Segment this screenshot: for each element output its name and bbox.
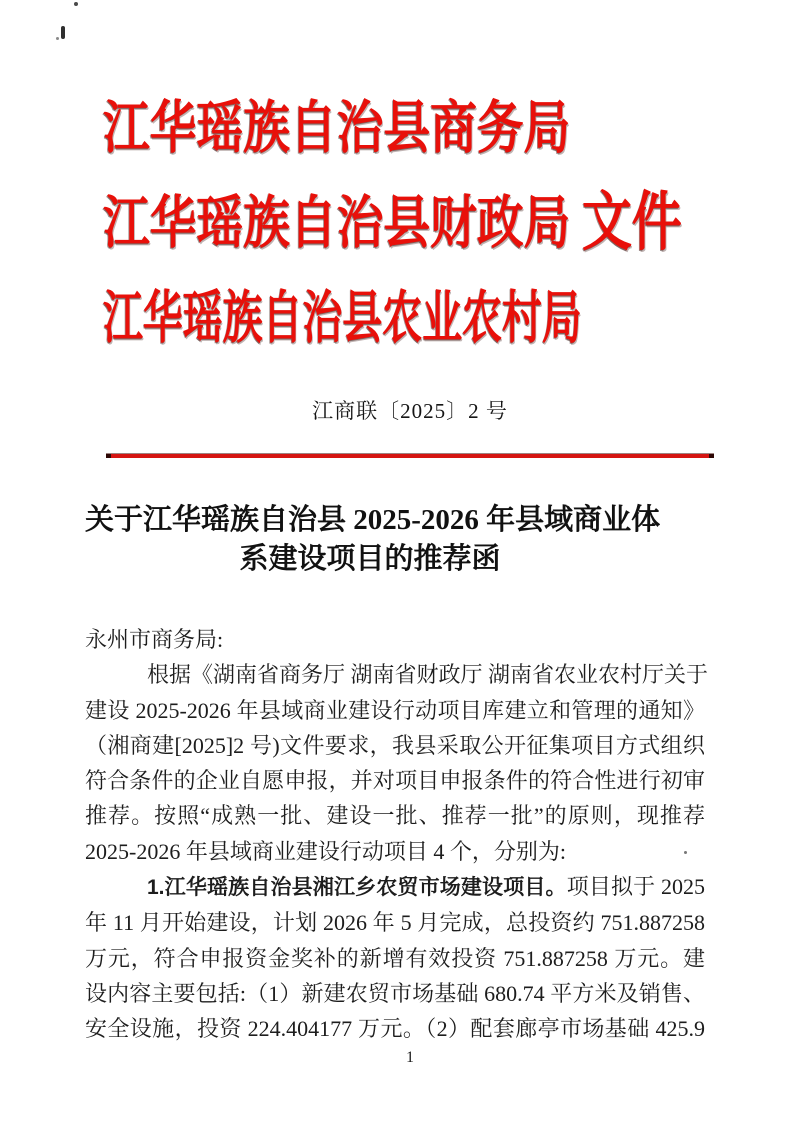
body-line: 1.江华瑶族自治县湘江乡农贸市场建设项目。项目拟于 2025 <box>147 874 705 900</box>
body-line: （湘商建[2025]2 号)文件要求，我县采取公开征集项目方式组织 <box>85 732 705 758</box>
scan-artifact <box>74 2 78 6</box>
agency-name-line-3 <box>103 288 743 352</box>
body-line: 安全设施，投资 224.404177 万元。（2）配套廊亭市场基础 425.9 <box>85 1016 705 1042</box>
project-name-bold: 1.江华瑶族自治县湘江乡农贸市场建设项目。 <box>147 876 567 900</box>
scan-artifact <box>61 26 65 39</box>
body-line: 推荐。按照“成熟一批、建设一批、推荐一批”的原则，现推荐 <box>85 803 705 829</box>
agency-name-commerce-bureau: 江华瑶族自治县商务局 <box>103 97 571 160</box>
doc-type-label: 文件 <box>582 186 682 258</box>
body-line: 2025-2026 年县域商业建设行动项目 4 个，分别为: <box>85 838 566 864</box>
body-line: 年 11 月开始建设，计划 2026 年 5 月完成，总投资约 751.887258 <box>85 910 705 936</box>
document-body <box>85 622 709 1047</box>
agency-name-line-2 <box>103 186 743 258</box>
agency-name-agriculture-bureau: 江华瑶族自治县农业农村局 <box>103 287 582 350</box>
letterhead <box>103 98 743 352</box>
agency-name-line-1 <box>103 98 743 160</box>
body-line: 设内容主要包括:（1）新建农贸市场基础 680.74 平方米及销售、 <box>85 980 705 1006</box>
body-line: 万元，符合申报资金奖补的新增有效投资 751.887258 万元。建 <box>85 945 705 971</box>
document-title <box>85 501 661 579</box>
red-divider-line <box>106 454 714 458</box>
body-line: 永州市商务局: <box>85 627 224 652</box>
agency-name-finance-bureau: 江华瑶族自治县财政局 <box>103 192 571 255</box>
title-line-2: 系建设项目的推荐函 <box>239 543 501 575</box>
document-number: 江商联〔2025〕2 号 <box>312 399 508 423</box>
scan-artifact <box>56 37 59 40</box>
body-line: 根据《湖南省商务厅 湖南省财政厅 湖南省农业农村厅关于 <box>147 662 709 688</box>
body-line: 建设 2025-2026 年县域商业建设行动项目库建立和管理的通知》 <box>85 697 705 723</box>
title-line-1: 关于江华瑶族自治县 2025-2026 年县域商业体 <box>85 504 661 536</box>
body-line: 符合条件的企业自愿申报，并对项目申报条件的符合性进行初审 <box>85 768 705 794</box>
page-number: 1 <box>406 1049 414 1066</box>
